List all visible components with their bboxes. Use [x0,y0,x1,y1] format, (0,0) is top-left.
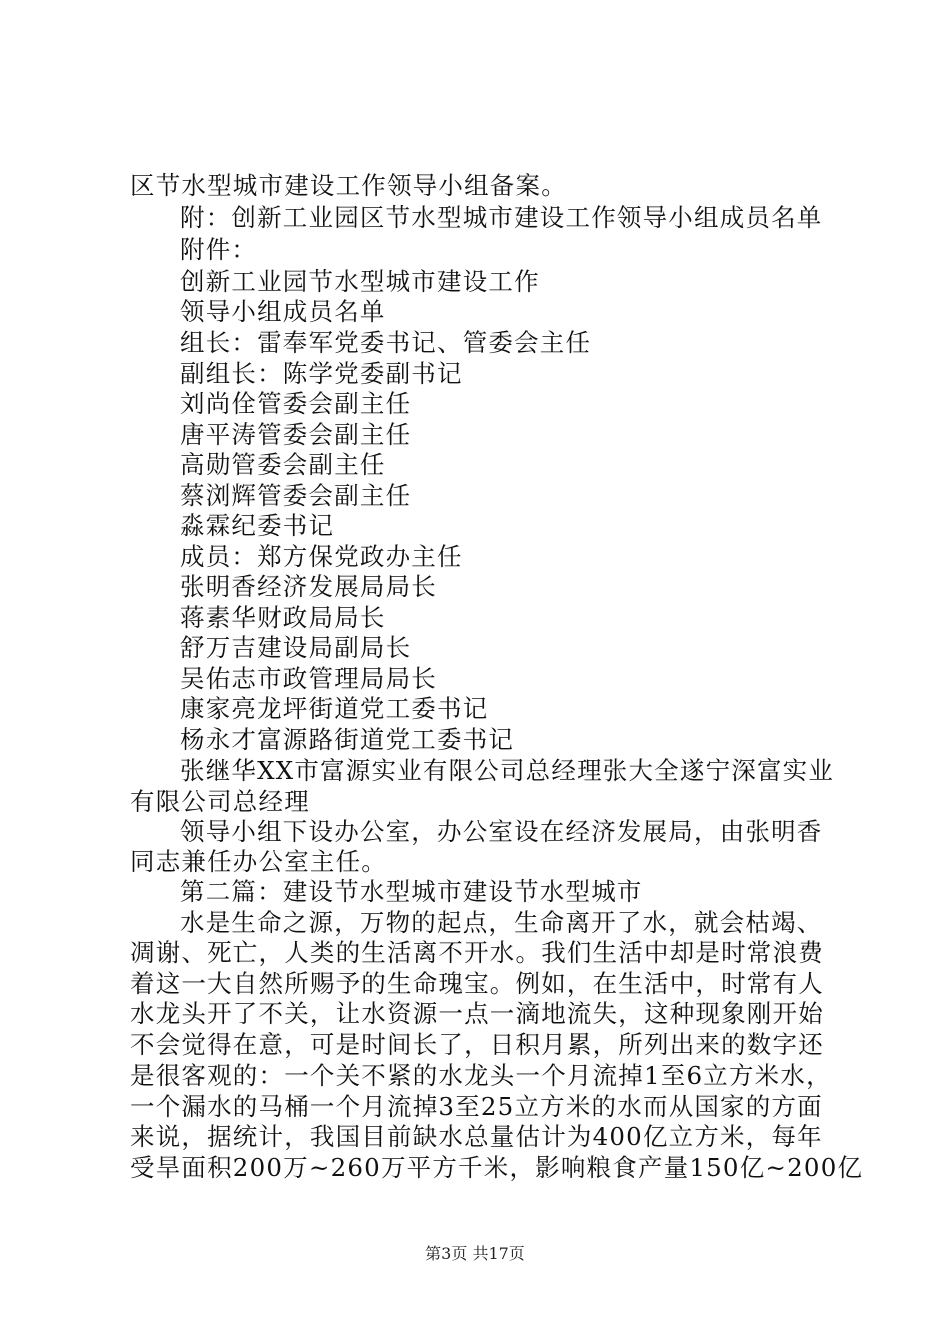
text-line: 副组长：陈学党委副书记 [180,359,463,388]
text-line: 淼霖纪委书记 [180,511,335,540]
page-number: 第3页 共17页 [425,1244,525,1263]
text-line: 创新工业园节水型城市建设工作 [180,267,540,296]
text-line: 吴佑志市政管理局局长 [180,664,437,693]
text-line: 附：创新工业园区节水型城市建设工作领导小组成员名单 [180,203,823,232]
text-line: 是很客观的：一个关不紧的水龙头一个月流掉1至6立方米水， [130,1061,832,1090]
text-line: 附件： [180,235,258,264]
text-line: 张明香经济发展局局长 [180,572,437,601]
text-line: 杨永才富源路街道党工委书记 [180,725,515,754]
text-line: 高勋管委会副主任 [180,450,386,479]
text-line: 一个漏水的马桶一个月流掉3至25立方米的水而从国家的方面 [130,1092,823,1121]
text-line: 凋谢、死亡，人类的生活离不开水。我们生活中却是时常浪费 [130,938,824,967]
text-line: 组长：雷奉军党委书记、管委会主任 [180,328,592,357]
text-line: 康家亮龙坪街道党工委书记 [180,694,489,723]
text-line: 蒋素华财政局局长 [180,603,386,632]
text-line: 唐平涛管委会副主任 [180,420,412,449]
text-line: 着这一大自然所赐予的生命瑰宝。例如，在生活中，时常有人 [130,969,824,998]
text-line: 张继华XX市富源实业有限公司总经理张大全遂宁深富实业 [180,756,835,785]
text-line: 成员：郑方保党政办主任 [180,542,463,571]
text-line: 受旱面积200万~260万平方千米，影响粮食产量150亿~200亿 [130,1153,864,1182]
text-line: 舒万吉建设局副局长 [180,633,412,662]
text-line: 不会觉得在意，可是时间长了，日积月累，所列出来的数字还 [130,1030,824,1059]
text-line: 来说，据统计，我国目前缺水总量估计为400亿立方米，每年 [130,1122,823,1151]
text-line: 蔡浏辉管委会副主任 [180,481,412,510]
text-line: 领导小组成员名单 [180,297,386,326]
text-line: 区节水型城市建设工作领导小组备案。 [130,171,567,200]
section-heading: 第二篇：建设节水型城市建设节水型城市 [180,877,643,906]
text-line: 同志兼任办公室主任。 [130,847,387,876]
text-line: 有限公司总经理 [130,787,310,816]
text-line: 水是生命之源，万物的起点，生命离开了水，就会枯竭、 [180,908,823,937]
text-line: 领导小组下设办公室，办公室设在经济发展局，由张明香 [180,817,823,846]
text-line: 刘尚佺管委会副主任 [180,389,412,418]
text-line: 水龙头开了不关，让水资源一点一滴地流失，这种现象刚开始 [130,999,824,1028]
